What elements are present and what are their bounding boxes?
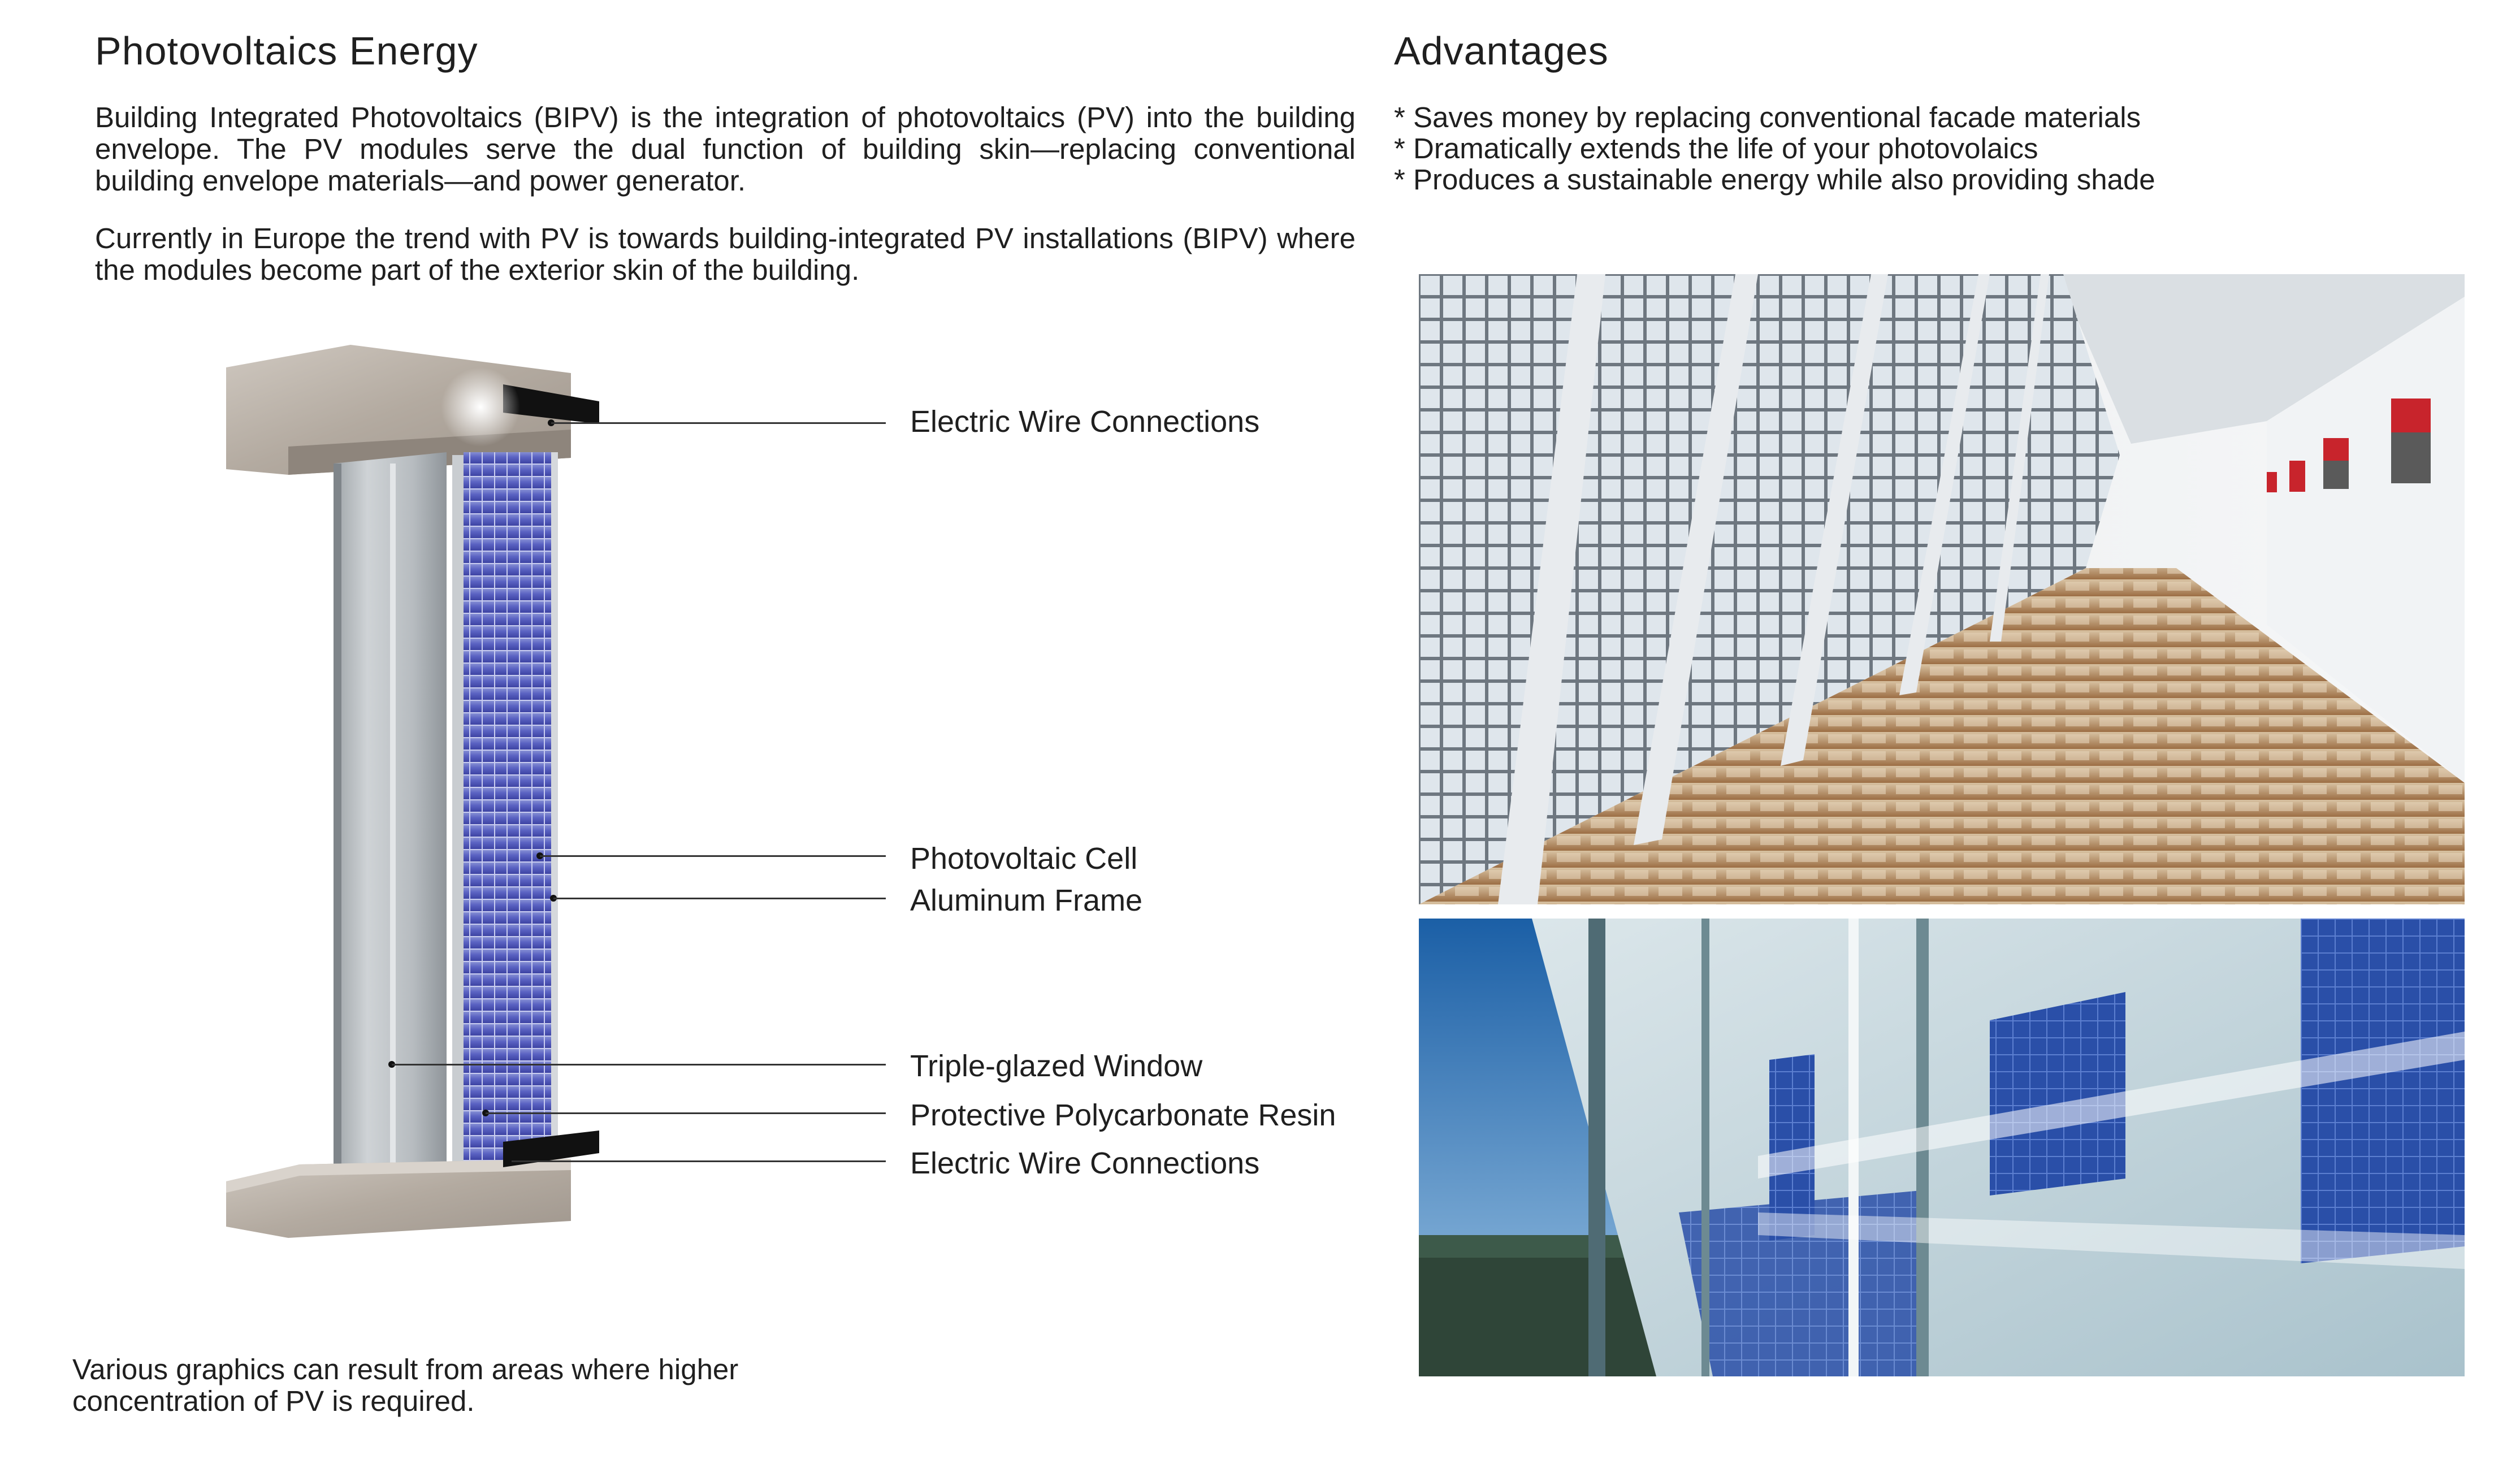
leader-line-wire-bottom: [512, 1160, 886, 1162]
label-electric-wire-top: Electric Wire Connections: [910, 405, 1260, 439]
leader-line-frame: [553, 898, 886, 899]
bipv-diagram: [220, 339, 616, 1238]
advantages-title: Advantages: [1394, 29, 1609, 73]
leader-line-wire-top: [551, 422, 886, 424]
leader-line-resin: [486, 1112, 886, 1114]
intro-paragraph-1: Building Integrated Photovoltaics (BIPV) is the integration of photovoltaics (PV) into the building envelope. The PV modules serve the dual function of building skin—replacing conventional building envelope materials—and power generator.: [95, 101, 1356, 197]
label-electric-wire-bottom: Electric Wire Connections: [910, 1146, 1260, 1180]
label-aluminum-frame: Aluminum Frame: [910, 883, 1143, 917]
exterior-facade-photo: [1419, 919, 2465, 1376]
leader-line-window: [392, 1064, 886, 1065]
advantages-list: [1394, 102, 2155, 195]
label-polycarbonate-resin: Protective Polycarbonate Resin: [910, 1098, 1336, 1132]
label-triple-glazed-window: Triple-glazed Window: [910, 1049, 1203, 1083]
label-photovoltaic-cell: Photovoltaic Cell: [910, 842, 1138, 876]
bipv-cross-section-image: [220, 339, 616, 1238]
corridor-photo: [1419, 274, 2465, 904]
intro-paragraph-2: Currently in Europe the trend with PV is towards building-integrated PV installations (BIPV) where the modules become part of the exterior skin of the building.: [95, 222, 1356, 286]
leader-line-pv-cell: [540, 855, 886, 857]
diagram-caption: Various graphics can result from areas where higher concentration of PV is required.: [72, 1353, 739, 1417]
advantage-item-3: * Produces a sustainable energy while also providing shade: [1394, 163, 2155, 196]
left-title: Photovoltaics Energy: [95, 29, 478, 73]
advantage-item-2: * Dramatically extends the life of your photovolaics: [1394, 132, 2038, 164]
advantage-item-1: * Saves money by replacing conventional facade materials: [1394, 101, 2141, 133]
